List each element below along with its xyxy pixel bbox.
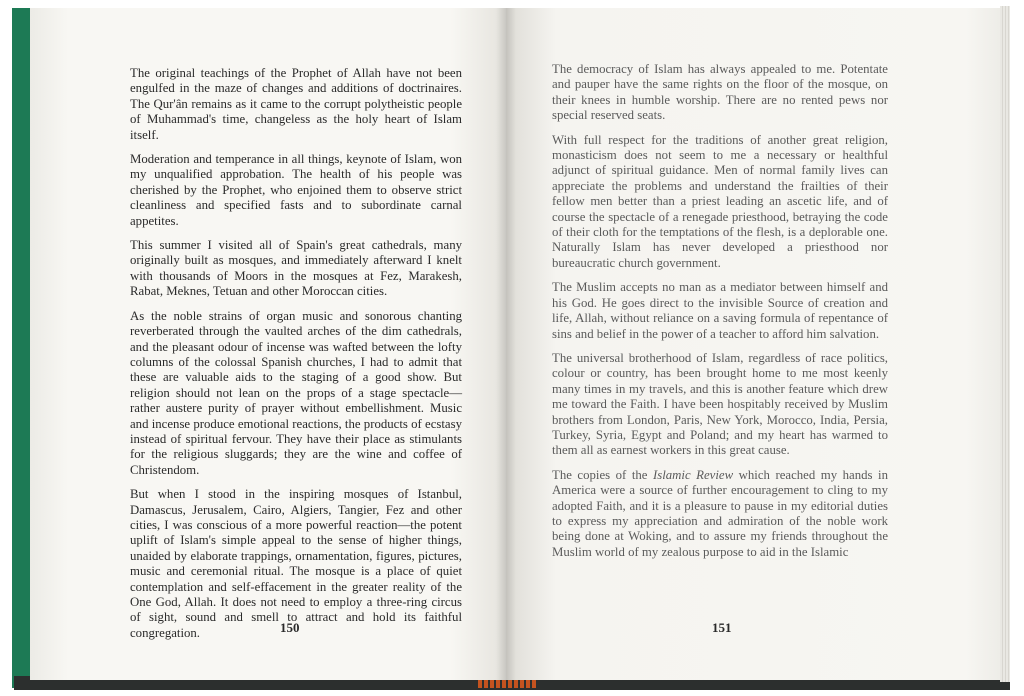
page-number-right: 151: [712, 620, 732, 635]
left-page: [30, 8, 508, 680]
journal-title: Islamic Review: [652, 467, 734, 482]
left-page-text: [130, 66, 462, 650]
page-number-left: 150: [280, 620, 300, 635]
paragraph: The original teachings of the Prophet of Allah have not been engulfed in the maze of changes and additions of doctrinaires. The Qur'ân remains as it came to the corrupt polytheistic people of Muhammad's time, changeless as the holy heart of Islam itself.: [130, 66, 462, 142]
paragraph: The Muslim accepts no man as a mediator between himself and his God. He goes direct to the invisible Source of creation and life, Allah, without reliance on a saving formula of repentance of sins and belief in the power of a teacher to afford him salvation.: [552, 280, 888, 341]
paragraph: The democracy of Islam has always appealed to me. Potentate and pauper have the same rights on the floor of the mosque, on their knees in humble worship. There are no rented pews nor special reserved seats.: [552, 62, 888, 123]
book-gutter: [496, 8, 516, 680]
paragraph: With full respect for the traditions of another great religion, monasticism does not seem to me a necessary or healthful adjunct of spiritual guidance. Men of normal family lives can appreciate the problems and understand the frailties of their fellow men better than a priest leading an ascetic life, and of course the spectacle of a renegade priesthood, betraying the code of their cloth for the temptations of the flesh, is a deplorable one. Naturally Islam has never developed a priesthood nor bureaucratic church government.: [552, 132, 888, 270]
page-stack-edge: [1000, 6, 1010, 682]
paragraph: Moderation and temperance in all things, keynote of Islam, won my unqualified approbation. The health of his people was cherished by the Prophet, who enjoined them to observe strict cleanliness and specified fasts and to subordinate carnal appetites.: [130, 152, 462, 228]
right-page-text: [552, 62, 888, 569]
paragraph-last: [552, 468, 888, 560]
right-page: [506, 8, 1006, 680]
paragraph: As the noble strains of organ music and sonorous chanting reverberated through the vaulted arches of the dim cathedrals, and the pleasant odour of incense was wafted between the lofty columns of the colossal Spanish churches, I had to admit that these are valuable aids to the staging of a good show. But religion should not lean on the props of a stage spectacle—rather austere purity of prayer without embellishment. Music and incense produce emotional reactions, the products of ecstasy instead of spiritual fervour. They have their place as stimulants for the religious sluggards; they are the wine and coffee of Christendom.: [130, 308, 462, 477]
paragraph-text: which reached my hands in America were a source of further encouragement to cling to my adopted Faith, and it is a pleasure to pause in my editorial duties to express my appreciation and admiration of the noble work being done at Woking, and to assure my friends throughout the Muslim world of my zealous purpose to aid in the Islamic: [552, 467, 888, 559]
paragraph-text: The copies of the: [552, 467, 653, 482]
paragraph: The universal brotherhood of Islam, regardless of race politics, colour or country, has been brought home to me most keenly many times in my travels, and this is another feature which drew me toward the Faith. I have been hospitably received by Muslim brothers from London, Paris, New York, Morocco, India, Persia, Turkey, Syria, Egypt and Poland; and my heart has warmed to them all as earnest workers in this great cause.: [552, 350, 888, 458]
paragraph: This summer I visited all of Spain's great cathedrals, many originally built as mosques, and immediately afterward I knelt with thousands of Moors in the mosques at Fez, Marakesh, Rabat, Meknes, Tetuan and other Moroccan cities.: [130, 238, 462, 299]
paragraph: But when I stood in the inspiring mosques of Istanbul, Damascus, Jerusalem, Cairo, Algiers, Tangier, Fez and other cities, I was conscious of a more powerful reaction—the potent uplift of Islam's simple appeal to the sense of higher things, unaided by elaborate trappings, ornamentation, figures, pictures, music and ceremonial ritual. The mosque is a place of quiet contemplation and self-effacement in the greater reality of the One God, Allah. It does not need to employ a three-ring circus of sight, sound and smell to attract and hold its faithful congregation.: [130, 487, 462, 640]
